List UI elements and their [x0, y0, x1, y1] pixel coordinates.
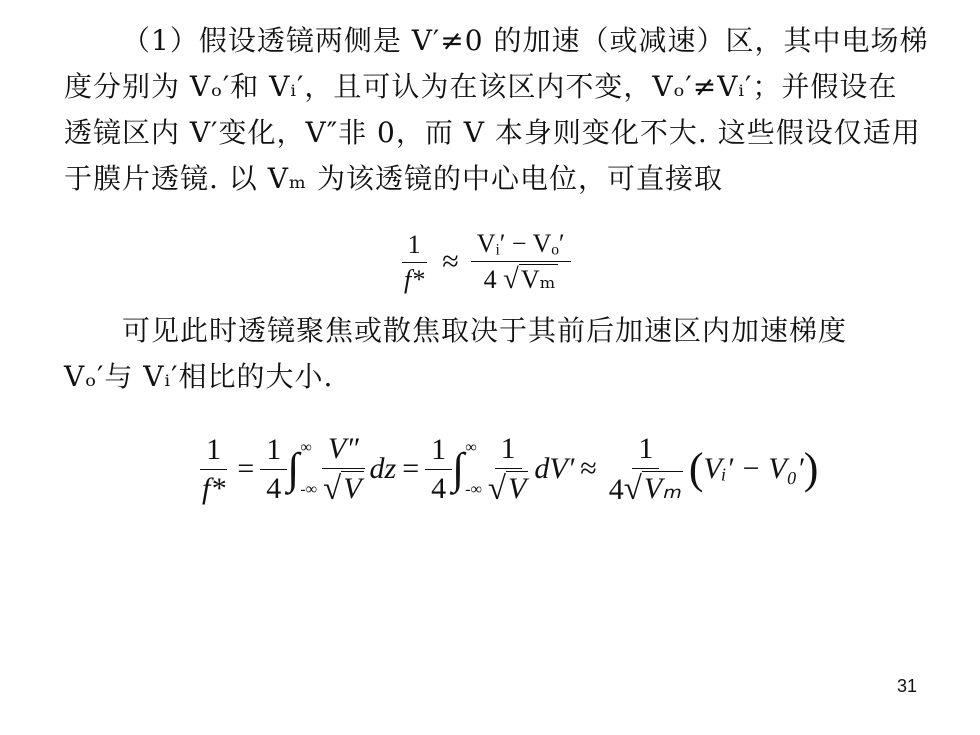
eq2-term1-fraction — [317, 432, 369, 507]
eq2-term2-sqrt: √ V — [487, 470, 527, 507]
eq2-lhs-numerator: 1 — [200, 433, 227, 470]
paragraph-1 — [64, 18, 948, 202]
eq1-lhs-denominator: f* — [404, 264, 425, 294]
eq2-approx-sign: ≈ — [580, 452, 597, 485]
eq2-integral-1-lower: -∞ — [300, 481, 318, 498]
eq2-term1-coef-num: 1 — [260, 433, 287, 470]
paragraph-1-line-4: 于膜片透镜. 以 Vₘ 为该透镜的中心电位，可直接取 — [64, 162, 723, 195]
eq2-left-paren: ( — [688, 444, 704, 493]
eq2-term3-fraction — [603, 432, 689, 507]
eq2-term3-difference: Vᵢ′ − V₀′ — [703, 452, 804, 485]
eq1-rhs-coefficient: 4 — [483, 265, 497, 294]
eq2-term1-differential: dz — [369, 452, 397, 485]
eq2-term2-radicand: V — [508, 471, 527, 505]
eq2-term2-coefficient — [425, 433, 452, 506]
eq2-lhs-fraction — [196, 433, 231, 506]
eq2-term3-radicand: Vₘ — [643, 471, 681, 505]
equation-2 — [196, 424, 818, 514]
eq2-term1-numerator: V″ — [322, 432, 365, 469]
eq1-lhs-fraction — [398, 230, 430, 295]
eq2-term3-coefficient: 4 — [608, 472, 624, 506]
paragraph-2 — [64, 308, 948, 400]
equation-1 — [398, 228, 571, 296]
eq2-term1-radicand: V — [343, 471, 362, 505]
page-number: 31 — [897, 676, 918, 696]
eq2-term1-coefficient — [260, 433, 287, 506]
eq2-term3-sqrt: √ Vₘ — [623, 470, 681, 507]
eq2-term3-numerator: 1 — [632, 432, 659, 469]
eq2-lhs-denominator: f* — [202, 471, 226, 505]
eq2-integral-2-lower: -∞ — [465, 481, 482, 498]
paragraph-2-line-1: 可见此时透镜聚焦或散焦取决于其前后加速区内加速梯度 — [122, 314, 848, 347]
eq1-rhs-denominator — [478, 262, 564, 295]
paragraph-1-line-1: （1）假设透镜两侧是 V′≠0 的加速（或减速）区，其中电场梯 — [122, 24, 929, 57]
eq2-term2-numerator: 1 — [495, 432, 522, 469]
paragraph-2-line-2: Vₒ′与 Vᵢ′相比的大小. — [64, 360, 334, 393]
paragraph-1-line-2: 度分别为 Vₒ′和 Vᵢ′，且可认为在该区内不变，Vₒ′≠Vᵢ′；并假设在 — [64, 70, 898, 103]
eq2-term1-coef-den: 4 — [266, 471, 282, 505]
eq1-approx-sign: ≈ — [442, 245, 459, 278]
eq2-term3-denominator — [603, 469, 689, 507]
paragraph-1-line-3: 透镜区内 V′变化，V″非 0，而 V 本身则变化不大. 这些假设仅适用 — [64, 116, 921, 149]
eq2-integral-1: ∫ ∞ -∞ — [287, 439, 318, 498]
eq1-sqrt-radicand: Vₘ — [520, 265, 556, 294]
eq2-integral-2: ∫ ∞ -∞ — [452, 439, 482, 498]
eq1-sqrt: √ Vₘ — [503, 264, 556, 295]
eq2-term1-sqrt: √ V — [323, 470, 362, 507]
eq2-term2-differential: dV′ — [534, 452, 575, 485]
eq2-term2-coef-num: 1 — [425, 433, 452, 470]
eq1-rhs-fraction — [471, 229, 571, 295]
eq2-integral-2-upper: ∞ — [465, 439, 477, 456]
eq2-integral-1-upper: ∞ — [300, 439, 312, 456]
eq2-equals-2: = — [402, 452, 420, 485]
eq1-rhs-numerator: Vᵢ′ − Vₒ′ — [471, 229, 571, 262]
eq1-lhs-numerator: 1 — [402, 230, 427, 263]
eq2-term2-fraction — [482, 432, 534, 507]
eq2-right-paren: ) — [803, 444, 819, 493]
eq2-term2-coef-den: 4 — [431, 471, 447, 505]
eq2-equals-1: = — [237, 452, 255, 485]
